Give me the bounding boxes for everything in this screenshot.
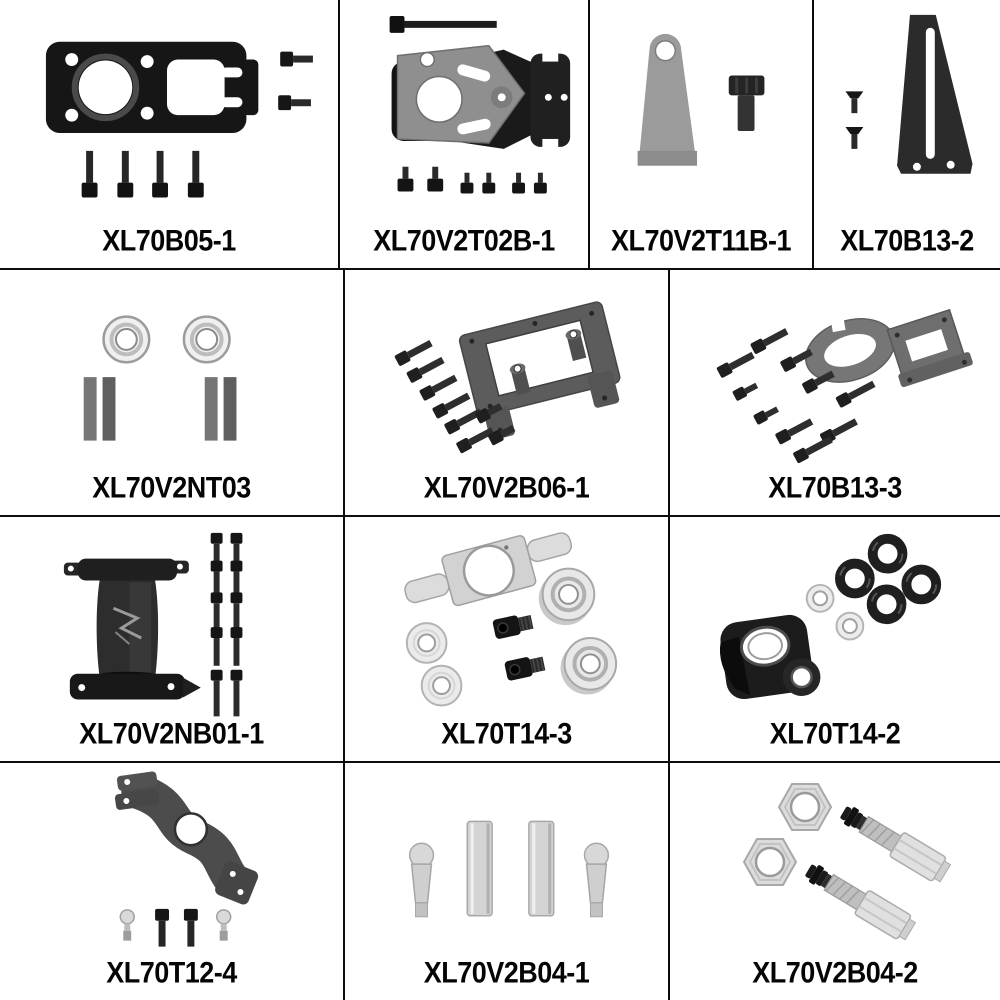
part-number-label: XL70B05-1 bbox=[102, 224, 236, 257]
part-number-label: XL70T12-4 bbox=[106, 956, 237, 989]
part-cell-xl70b13-3 bbox=[670, 270, 1000, 517]
part-number-label: XL70T14-3 bbox=[441, 717, 572, 750]
part-cell-xl70v2t11b-1 bbox=[590, 0, 814, 270]
part-cell-xl70v2nb01-1 bbox=[0, 517, 345, 763]
part-cell-xl70b05-1 bbox=[0, 0, 340, 270]
part-cell-xl70t12-4 bbox=[0, 763, 345, 1000]
part-number-label: XL70T14-2 bbox=[769, 717, 901, 750]
part-number-label: XL70V2NT03 bbox=[92, 471, 251, 504]
part-number-label: XL70B13-3 bbox=[768, 471, 902, 504]
part-cell-xl70v2nt03 bbox=[0, 270, 345, 517]
part-number-label: XL70V2B04-1 bbox=[423, 956, 590, 989]
part-cell-xl70v2b06-1 bbox=[345, 270, 670, 517]
part-number-label: XL70B13-2 bbox=[840, 224, 974, 257]
part-cell-xl70t14-2 bbox=[670, 517, 1000, 763]
part-cell-xl70b13-2 bbox=[814, 0, 1000, 270]
part-number-label: XL70V2B06-1 bbox=[423, 471, 590, 504]
part-cell-xl70t14-3 bbox=[345, 517, 670, 763]
part-number-label: XL70V2B04-2 bbox=[752, 956, 918, 989]
part-cell-xl70v2t02b-1 bbox=[340, 0, 590, 270]
part-cell-xl70v2b04-2 bbox=[670, 763, 1000, 1000]
part-cell-xl70v2b04-1 bbox=[345, 763, 670, 1000]
part-number-label: XL70V2T02B-1 bbox=[373, 224, 555, 257]
part-number-label: XL70V2NB01-1 bbox=[79, 717, 264, 750]
part-number-label: XL70V2T11B-1 bbox=[610, 224, 792, 257]
